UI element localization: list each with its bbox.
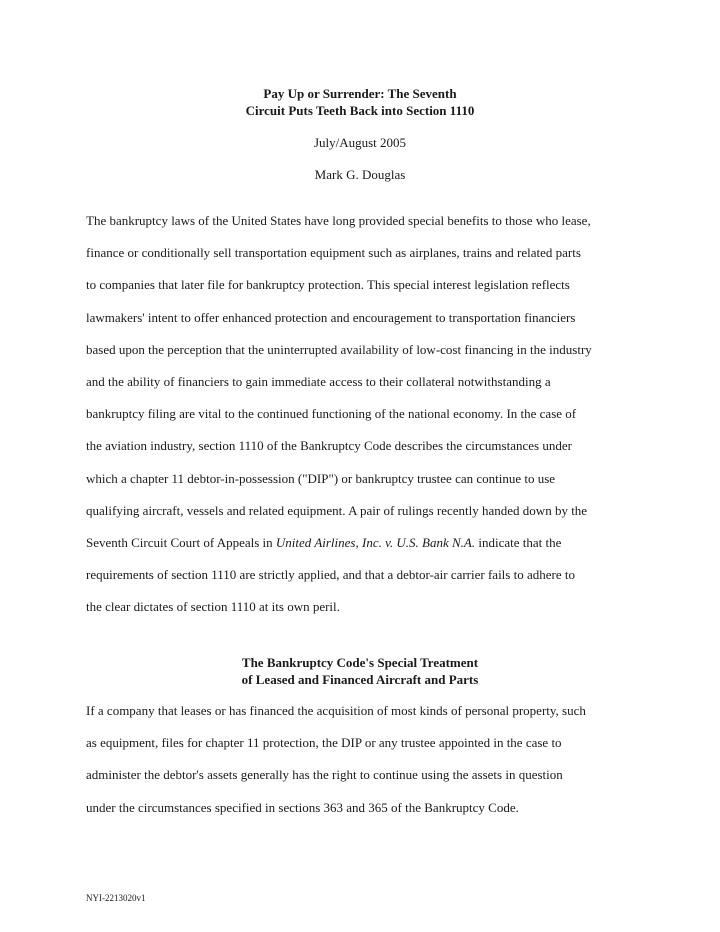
- section-line: under the circumstances specified in sections 363 and 365 of the Bankruptcy Code.: [86, 799, 519, 815]
- case-line-before: Seventh Circuit Court of Appeals in: [86, 534, 276, 550]
- intro-line: based upon the perception that the uninterrupted availability of low-cost financing in the industry: [86, 341, 592, 357]
- intro-line: finance or conditionally sell transportation equipment such as airplanes, trains and related parts: [86, 245, 581, 261]
- intro-line: bankruptcy filing are vital to the continued functioning of the national economy. In the case of: [86, 406, 577, 422]
- case-name: United Airlines, Inc. v. U.S. Bank N.A.: [275, 534, 476, 550]
- intro-line: the clear dictates of section 1110 at its own peril.: [86, 599, 340, 615]
- intro-line: qualifying aircraft, vessels and related equipment. A pair of rulings recently handed down by the: [86, 502, 588, 518]
- section-heading: [0, 654, 720, 688]
- document-footer-id: NYI-2213020v1: [86, 893, 146, 903]
- intro-line: to companies that later file for bankruptcy protection. This special interest legislation reflects: [86, 277, 570, 293]
- section-line: If a company that leases or has financed the acquisition of most kinds of personal property, such: [86, 703, 586, 718]
- intro-line: The bankruptcy laws of the United States have long provided special benefits to those who lease,: [86, 213, 591, 228]
- title-line-2: Circuit Puts Teeth Back into Section 1110: [245, 103, 475, 118]
- intro-line: the aviation industry, section 1110 of the Bankruptcy Code describes the circumstances under: [86, 438, 572, 454]
- publication-date: July/August 2005: [313, 135, 407, 150]
- title-line-1: Pay Up or Surrender: The Seventh: [263, 86, 457, 101]
- intro-line: and the ability of financiers to gain immediate access to their collateral notwithstanding a: [86, 373, 551, 389]
- section-heading-line-2: of Leased and Financed Aircraft and Parts: [241, 672, 479, 687]
- section-heading-line-1: The Bankruptcy Code's Special Treatment: [241, 655, 479, 670]
- intro-line: requirements of section 1110 are strictly applied, and that a debtor-air carrier fails to adhere to: [86, 567, 575, 583]
- author-name: Mark G. Douglas: [314, 167, 406, 182]
- intro-line: which a chapter 11 debtor-in-possession ("DIP") or bankruptcy trustee can continue to use: [86, 470, 556, 486]
- section-line: administer the debtor's assets generally has the right to continue using the assets in question: [86, 767, 563, 783]
- case-line-after: indicate that the: [475, 534, 562, 550]
- section-paragraph: [86, 703, 646, 832]
- document-title: [0, 85, 720, 119]
- intro-case-line: [86, 535, 646, 567]
- intro-line: lawmakers' intent to offer enhanced protection and encouragement to transportation financiers: [86, 309, 576, 325]
- intro-paragraph: [86, 213, 646, 631]
- section-line: as equipment, files for chapter 11 protection, the DIP or any trustee appointed in the case to: [86, 735, 562, 751]
